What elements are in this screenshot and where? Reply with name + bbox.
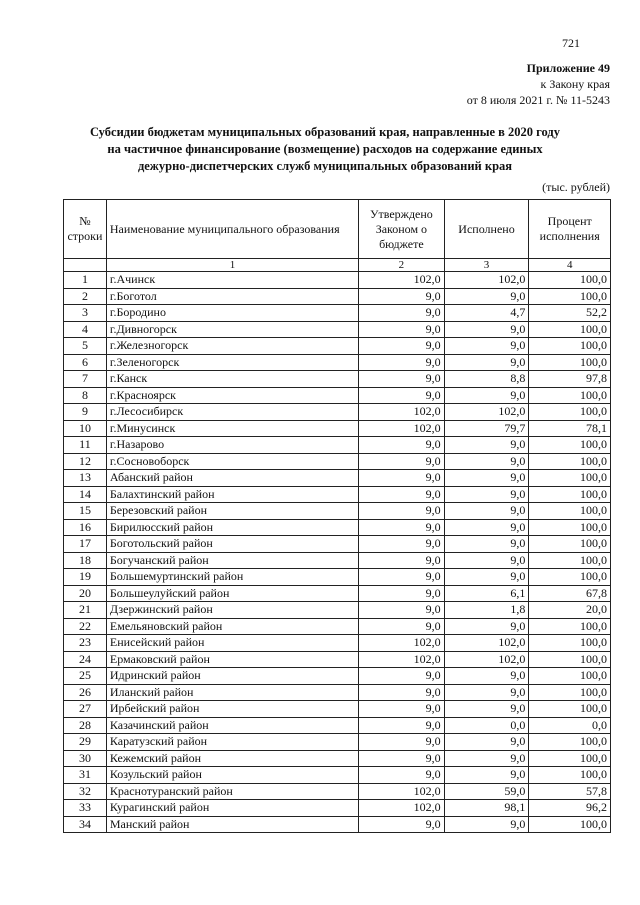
row-name: Краснотуранский район — [106, 783, 358, 800]
row-executed: 0,0 — [444, 717, 529, 734]
row-approved: 9,0 — [359, 717, 444, 734]
column-number-blank — [64, 259, 107, 272]
row-name: г.Зеленогорск — [106, 354, 358, 371]
row-name: Енисейский район — [106, 635, 358, 652]
row-percent: 100,0 — [529, 816, 611, 833]
row-percent: 100,0 — [529, 701, 611, 718]
table-row — [64, 272, 611, 289]
row-approved: 9,0 — [359, 552, 444, 569]
row-number: 19 — [64, 569, 107, 586]
row-approved: 9,0 — [359, 684, 444, 701]
row-number: 6 — [64, 354, 107, 371]
table-row — [64, 305, 611, 322]
row-number: 11 — [64, 437, 107, 454]
row-name: Березовский район — [106, 503, 358, 520]
row-name: Козульский район — [106, 767, 358, 784]
row-executed: 9,0 — [444, 354, 529, 371]
row-approved: 9,0 — [359, 387, 444, 404]
row-number: 9 — [64, 404, 107, 421]
header-name: Наименование муниципального образования — [106, 200, 358, 259]
row-number: 3 — [64, 305, 107, 322]
table-row — [64, 536, 611, 553]
row-name: Балахтинский район — [106, 486, 358, 503]
table-row — [64, 618, 611, 635]
table-row — [64, 668, 611, 685]
title-line-3: дежурно-диспетчерских служб муниципальных образований края — [137, 159, 513, 173]
row-approved: 9,0 — [359, 519, 444, 536]
row-name: г.Дивногорск — [106, 321, 358, 338]
row-number: 27 — [64, 701, 107, 718]
row-number: 2 — [64, 288, 107, 305]
row-percent: 100,0 — [529, 552, 611, 569]
row-name: Богучанский район — [106, 552, 358, 569]
table-row — [64, 684, 611, 701]
row-percent: 20,0 — [529, 602, 611, 619]
row-name: Иланский район — [106, 684, 358, 701]
table-row — [64, 701, 611, 718]
table-row — [64, 321, 611, 338]
table-row — [64, 404, 611, 421]
row-approved: 9,0 — [359, 470, 444, 487]
row-executed: 9,0 — [444, 767, 529, 784]
appendix-title: Приложение 49 — [526, 61, 610, 75]
row-number: 13 — [64, 470, 107, 487]
row-number: 5 — [64, 338, 107, 355]
row-name: г.Ачинск — [106, 272, 358, 289]
appendix-header — [467, 60, 610, 108]
row-number: 23 — [64, 635, 107, 652]
row-number: 20 — [64, 585, 107, 602]
row-approved: 9,0 — [359, 618, 444, 635]
row-name: Дзержинский район — [106, 602, 358, 619]
row-percent: 100,0 — [529, 486, 611, 503]
row-executed: 102,0 — [444, 404, 529, 421]
row-approved: 9,0 — [359, 453, 444, 470]
row-approved: 9,0 — [359, 338, 444, 355]
row-number: 28 — [64, 717, 107, 734]
row-percent: 100,0 — [529, 503, 611, 520]
header-num: № строки — [64, 200, 107, 259]
column-number: 1 — [106, 259, 358, 272]
row-number: 33 — [64, 800, 107, 817]
row-executed: 9,0 — [444, 750, 529, 767]
row-approved: 9,0 — [359, 668, 444, 685]
row-percent: 100,0 — [529, 635, 611, 652]
table-row — [64, 288, 611, 305]
row-approved: 102,0 — [359, 651, 444, 668]
row-approved: 9,0 — [359, 767, 444, 784]
table-row — [64, 420, 611, 437]
row-percent: 100,0 — [529, 404, 611, 421]
row-name: г.Боготол — [106, 288, 358, 305]
row-approved: 9,0 — [359, 816, 444, 833]
row-percent: 100,0 — [529, 618, 611, 635]
row-name: Бирилюсский район — [106, 519, 358, 536]
row-name: Каратузский район — [106, 734, 358, 751]
document-title — [60, 124, 590, 175]
table-row — [64, 338, 611, 355]
row-number: 26 — [64, 684, 107, 701]
row-executed: 9,0 — [444, 503, 529, 520]
row-name: Манский район — [106, 816, 358, 833]
row-executed: 9,0 — [444, 816, 529, 833]
row-name: г.Сосновоборск — [106, 453, 358, 470]
table-row — [64, 371, 611, 388]
row-approved: 102,0 — [359, 404, 444, 421]
table-row — [64, 585, 611, 602]
row-name: г.Лесосибирск — [106, 404, 358, 421]
row-executed: 9,0 — [444, 701, 529, 718]
table-body — [64, 272, 611, 833]
row-number: 7 — [64, 371, 107, 388]
row-percent: 100,0 — [529, 519, 611, 536]
header-percent: Процент исполнения — [529, 200, 611, 259]
row-approved: 9,0 — [359, 734, 444, 751]
row-percent: 100,0 — [529, 750, 611, 767]
row-name: Казачинский район — [106, 717, 358, 734]
column-number: 3 — [444, 259, 529, 272]
row-approved: 9,0 — [359, 569, 444, 586]
header-approved: Утверждено Законом о бюджете — [359, 200, 444, 259]
title-line-2: на частичное финансирование (возмещение) расходов на содержание единых — [107, 142, 543, 156]
row-percent: 100,0 — [529, 288, 611, 305]
row-name: г.Канск — [106, 371, 358, 388]
row-number: 15 — [64, 503, 107, 520]
row-executed: 79,7 — [444, 420, 529, 437]
row-approved: 9,0 — [359, 750, 444, 767]
table-row — [64, 354, 611, 371]
table-row — [64, 783, 611, 800]
row-percent: 100,0 — [529, 437, 611, 454]
table-row — [64, 503, 611, 520]
table-header-row — [64, 200, 611, 259]
row-name: Курагинский район — [106, 800, 358, 817]
row-executed: 9,0 — [444, 569, 529, 586]
row-number: 10 — [64, 420, 107, 437]
row-approved: 9,0 — [359, 503, 444, 520]
row-percent: 97,8 — [529, 371, 611, 388]
row-executed: 9,0 — [444, 519, 529, 536]
table-row — [64, 800, 611, 817]
row-percent: 100,0 — [529, 272, 611, 289]
row-executed: 9,0 — [444, 486, 529, 503]
row-number: 22 — [64, 618, 107, 635]
row-percent: 100,0 — [529, 354, 611, 371]
table-row — [64, 470, 611, 487]
row-name: Абанский район — [106, 470, 358, 487]
row-percent: 100,0 — [529, 684, 611, 701]
table-row — [64, 602, 611, 619]
row-approved: 102,0 — [359, 635, 444, 652]
row-percent: 57,8 — [529, 783, 611, 800]
row-executed: 9,0 — [444, 684, 529, 701]
table-row — [64, 750, 611, 767]
row-number: 31 — [64, 767, 107, 784]
row-percent: 100,0 — [529, 734, 611, 751]
row-name: Ермаковский район — [106, 651, 358, 668]
row-executed: 9,0 — [444, 338, 529, 355]
row-executed: 102,0 — [444, 635, 529, 652]
row-approved: 102,0 — [359, 420, 444, 437]
row-number: 18 — [64, 552, 107, 569]
row-name: Большеулуйский район — [106, 585, 358, 602]
row-number: 34 — [64, 816, 107, 833]
row-name: Боготольский район — [106, 536, 358, 553]
row-name: г.Назарово — [106, 437, 358, 454]
row-approved: 9,0 — [359, 321, 444, 338]
row-percent: 78,1 — [529, 420, 611, 437]
page-number: 721 — [562, 36, 580, 50]
row-percent: 52,2 — [529, 305, 611, 322]
table-row — [64, 453, 611, 470]
row-percent: 100,0 — [529, 321, 611, 338]
row-number: 12 — [64, 453, 107, 470]
column-number: 4 — [529, 259, 611, 272]
row-executed: 102,0 — [444, 272, 529, 289]
row-number: 30 — [64, 750, 107, 767]
row-name: г.Красноярск — [106, 387, 358, 404]
row-percent: 100,0 — [529, 668, 611, 685]
row-approved: 9,0 — [359, 288, 444, 305]
row-number: 1 — [64, 272, 107, 289]
table-row — [64, 552, 611, 569]
row-number: 25 — [64, 668, 107, 685]
row-executed: 59,0 — [444, 783, 529, 800]
row-approved: 102,0 — [359, 783, 444, 800]
row-number: 16 — [64, 519, 107, 536]
row-name: Кежемский район — [106, 750, 358, 767]
row-approved: 9,0 — [359, 354, 444, 371]
row-approved: 9,0 — [359, 536, 444, 553]
row-executed: 9,0 — [444, 321, 529, 338]
row-name: г.Бородино — [106, 305, 358, 322]
table-row — [64, 734, 611, 751]
column-number: 2 — [359, 259, 444, 272]
row-name: Емельяновский район — [106, 618, 358, 635]
row-percent: 100,0 — [529, 470, 611, 487]
appendix-law-ref: к Закону края — [540, 77, 610, 91]
row-percent: 96,2 — [529, 800, 611, 817]
row-name: г.Железногорск — [106, 338, 358, 355]
row-percent: 100,0 — [529, 569, 611, 586]
row-number: 8 — [64, 387, 107, 404]
row-approved: 9,0 — [359, 701, 444, 718]
row-number: 14 — [64, 486, 107, 503]
row-approved: 9,0 — [359, 602, 444, 619]
row-executed: 9,0 — [444, 618, 529, 635]
row-executed: 6,1 — [444, 585, 529, 602]
row-executed: 9,0 — [444, 734, 529, 751]
row-executed: 102,0 — [444, 651, 529, 668]
row-executed: 8,8 — [444, 371, 529, 388]
row-executed: 98,1 — [444, 800, 529, 817]
row-name: Ирбейский район — [106, 701, 358, 718]
row-approved: 9,0 — [359, 305, 444, 322]
row-approved: 9,0 — [359, 486, 444, 503]
row-approved: 102,0 — [359, 272, 444, 289]
row-approved: 102,0 — [359, 800, 444, 817]
row-name: Большемуртинский район — [106, 569, 358, 586]
row-approved: 9,0 — [359, 437, 444, 454]
row-executed: 9,0 — [444, 437, 529, 454]
table-row — [64, 717, 611, 734]
row-number: 4 — [64, 321, 107, 338]
table-row — [64, 635, 611, 652]
header-executed: Исполнено — [444, 200, 529, 259]
row-executed: 9,0 — [444, 470, 529, 487]
units-label: (тыс. рублей) — [542, 180, 610, 194]
row-executed: 9,0 — [444, 536, 529, 553]
row-percent: 100,0 — [529, 767, 611, 784]
subsidies-table — [63, 199, 611, 833]
row-number: 21 — [64, 602, 107, 619]
table-row — [64, 569, 611, 586]
row-executed: 9,0 — [444, 453, 529, 470]
row-percent: 100,0 — [529, 536, 611, 553]
row-executed: 9,0 — [444, 288, 529, 305]
row-name: г.Минусинск — [106, 420, 358, 437]
title-line-1: Субсидии бюджетам муниципальных образований края, направленные в 2020 году — [89, 125, 561, 139]
row-executed: 1,8 — [444, 602, 529, 619]
row-number: 24 — [64, 651, 107, 668]
table-row — [64, 816, 611, 833]
row-executed: 9,0 — [444, 387, 529, 404]
column-number-row — [64, 259, 611, 272]
row-approved: 9,0 — [359, 585, 444, 602]
table-row — [64, 387, 611, 404]
row-executed: 4,7 — [444, 305, 529, 322]
table-row — [64, 519, 611, 536]
row-percent: 0,0 — [529, 717, 611, 734]
appendix-law-date: от 8 июля 2021 г. № 11-5243 — [466, 93, 610, 107]
row-executed: 9,0 — [444, 552, 529, 569]
table-row — [64, 651, 611, 668]
row-percent: 100,0 — [529, 453, 611, 470]
row-number: 32 — [64, 783, 107, 800]
row-approved: 9,0 — [359, 371, 444, 388]
row-name: Идринский район — [106, 668, 358, 685]
row-executed: 9,0 — [444, 668, 529, 685]
row-number: 17 — [64, 536, 107, 553]
table-row — [64, 767, 611, 784]
table-row — [64, 437, 611, 454]
row-percent: 100,0 — [529, 338, 611, 355]
row-percent: 67,8 — [529, 585, 611, 602]
row-percent: 100,0 — [529, 387, 611, 404]
row-number: 29 — [64, 734, 107, 751]
row-percent: 100,0 — [529, 651, 611, 668]
table-row — [64, 486, 611, 503]
